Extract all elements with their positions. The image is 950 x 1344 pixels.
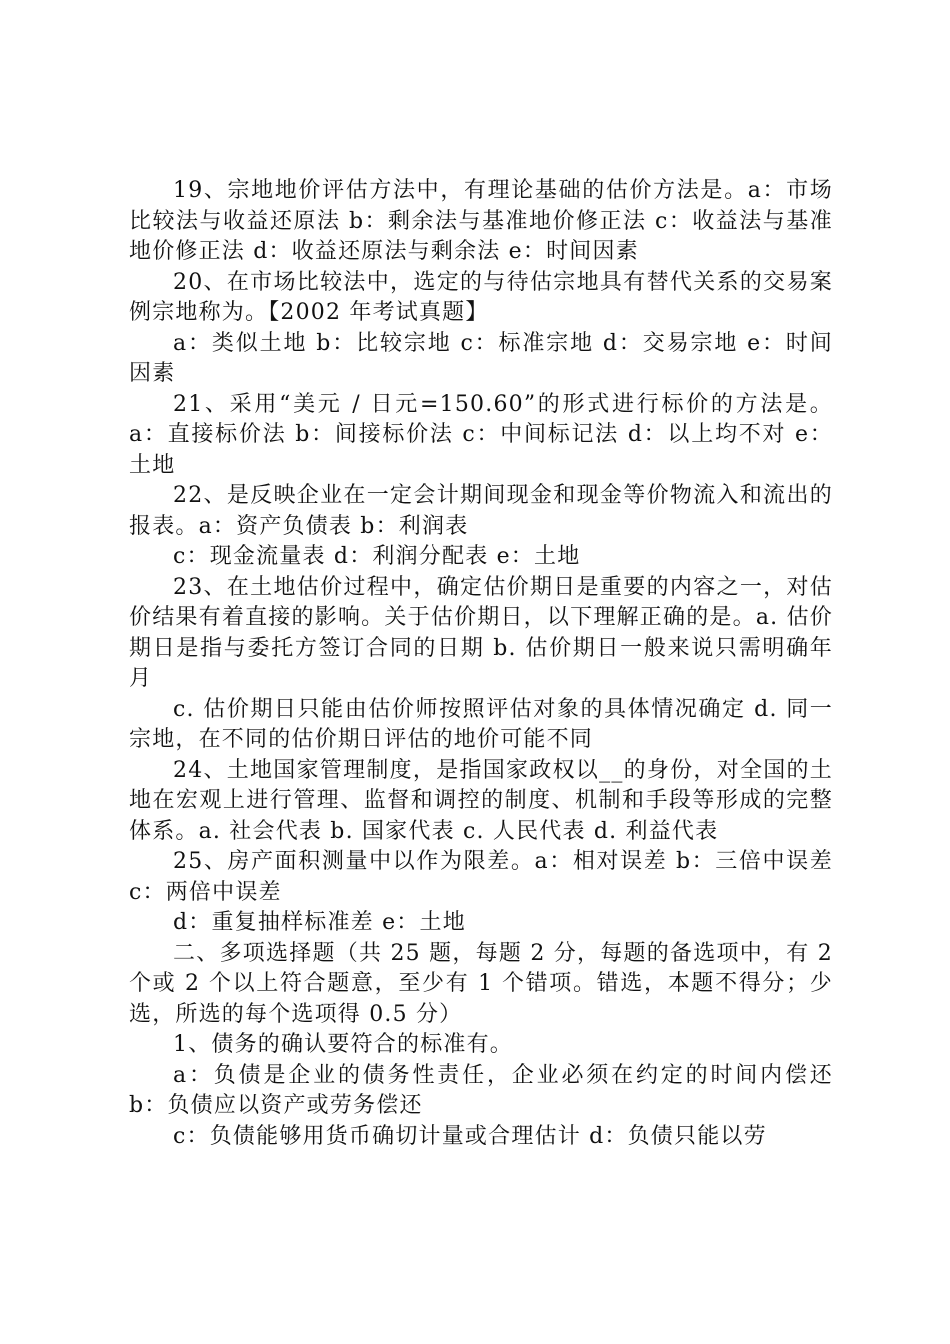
paragraph-q20: 20、在市场比较法中，选定的与待估宗地具有替代关系的交易案例宗地称为。【2002 年考试真题】 [129, 269, 833, 325]
paragraph-q22: 22、是反映企业在一定会计期间现金和现金等价物流入和流出的报表。a：资产负债表 b：利润表 [129, 483, 833, 539]
paragraph-mq1: 1、债务的确认要符合的标准有。 [173, 1032, 513, 1057]
paragraph-q21: 21、采用“美元 / 日元=150.60”的形式进行标价的方法是。a：直接标价法 b：间接标价法 c：中间标记法 d：以上均不对 e：土地 [129, 391, 833, 478]
paragraph-q25: 25、房产面积测量中以作为限差。a：相对误差 b：三倍中误差 c：两倍中误差 [129, 849, 833, 905]
paragraph-q19: 19、宗地地价评估方法中，有理论基础的估价方法是。a：市场比较法与收益还原法 b：剩余法与基准地价修正法 c：收益法与基准地价修正法 d：收益还原法与剩余法 e：时间因素 [129, 178, 833, 264]
paragraph-q23-options: c. 估价期日只能由估价师按照评估对象的具体情况确定 d. 同一宗地，在不同的估价期日评估的地价可能不同 [129, 696, 833, 752]
paragraph-mq1-options-cd: c：负债能够用货币确切计量或合理估计 d：负债只能以劳 [173, 1123, 767, 1149]
paragraph-mq1-options-ab: a：负债是企业的债务性责任，企业必须在约定的时间内偿还 b：负债应以资产或劳务偿还 [129, 1062, 833, 1118]
paragraph-q22-options: c：现金流量表 d：利润分配表 e：土地 [173, 544, 581, 569]
paragraph-q25-options: d：重复抽样标准差 e：土地 [173, 910, 466, 935]
paragraph-q20-options: a：类似土地 b：比较宗地 c：标准宗地 d：交易宗地 e：时间因素 [129, 330, 833, 386]
section-heading-multiple-choice: 二、多项选择题（共 25 题，每题 2 分，每题的备选项中，有 2 个或 2 个以上符合题意，至少有 1 个错项。错选，本题不得分；少选，所选的每个选项得 0.5 分） [129, 940, 833, 1027]
document-body [129, 176, 833, 1152]
paragraph-q24: 24、土地国家管理制度，是指国家政权以__的身份，对全国的土地在宏观上进行管理、监督和调控的制度、机制和手段等形成的完整体系。a. 社会代表 b. 国家代表 c. 人民代表 d. 利益代表 [129, 757, 833, 844]
paragraph-q23: 23、在土地估价过程中，确定估价期日是重要的内容之一，对估价结果有着直接的影响。关于估价期日，以下理解正确的是。a. 估价期日是指与委托方签订合同的日期 b. 估价期日一般来说只需明确年月 [129, 574, 833, 691]
